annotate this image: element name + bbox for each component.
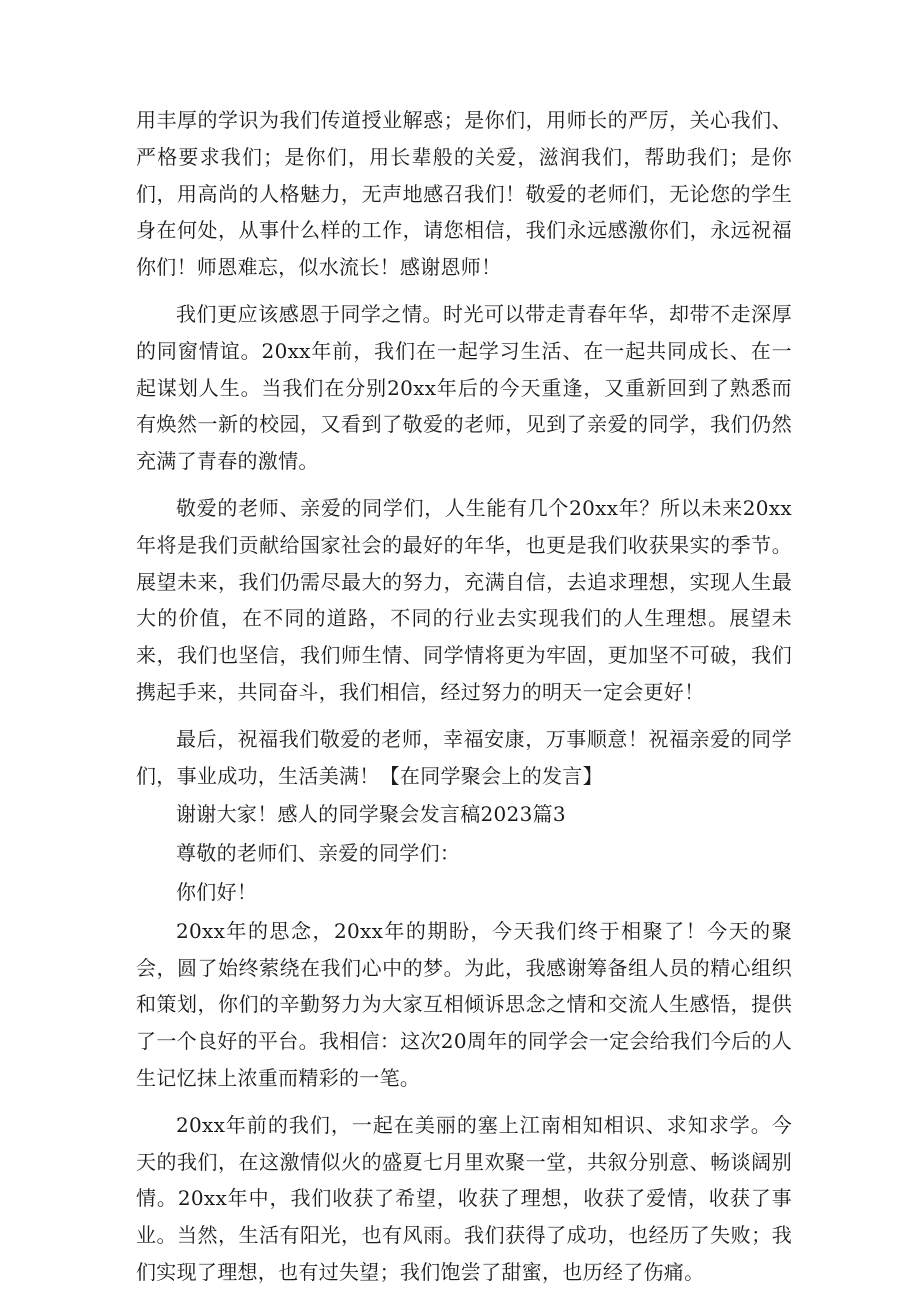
greeting: 你们好！ [176, 879, 258, 904]
paragraph-8: 20xx年的思念，20xx年的期盼，今天我们终于相聚了！今天的聚会，圆了始终萦绕在我们心中的梦。为此，我感谢筹备组人员的精心组织和策划，你们的辛勤努力为大家互相倾诉思念之情和交流人生感悟，提供了一个良好的平台。我相信：这次20周年的同学会一定会给我们今后的人生记忆抹上浓重而精彩的一笔。 [136, 918, 792, 1090]
paragraph-2: 我们更应该感恩于同学之情。时光可以带走青春年华，却带不走深厚的同窗情谊。20xx年前，我们在一起学习生活、在一起共同成长、在一起谋划人生。当我们在分别20xx年后的今天重逢，又重新回到了熟悉而有焕然一新的校园，又看到了敬爱的老师，见到了亲爱的同学，我们仍然充满了青春的激情。 [136, 301, 792, 474]
document-body [136, 102, 792, 1301]
paragraph-4: 最后，祝福我们敬爱的老师，幸福安康，万事顺意！祝福亲爱的同学们，事业成功，生活美满！【在同学聚会上的发言】 [136, 726, 792, 788]
paragraph-9: 20xx年前的我们，一起在美丽的塞上江南相知相识、求知求学。今天的我们，在这激情似火的盛夏七月里欢聚一堂，共叙分别意、畅谈阔别情。20xx年中，我们收获了希望，收获了理想，收获了爱情，收获了事业。当然，生活有阳光，也有风雨。我们获得了成功，也经历了失败；我们实现了理想，也有过失望；我们饱尝了甜蜜，也历经了伤痛。 [136, 1112, 792, 1284]
section-heading: 谢谢大家！感人的同学聚会发言稿2023篇3 [176, 802, 566, 827]
salutation: 尊敬的老师们、亲爱的同学们： [176, 841, 461, 866]
paragraph-1: 用丰厚的学识为我们传道授业解惑；是你们，用师长的严厉，关心我们、严格要求我们；是你们，用长辈般的关爱，滋润我们，帮助我们；是你们，用高尚的人格魅力，无声地感召我们！敬爱的老师们，无论您的学生身在何处，从事什么样的工作，请您相信，我们永远感激你们，永远祝福你们！师恩难忘，似水流长！感谢恩师！ [136, 108, 792, 280]
paragraph-3: 敬爱的老师、亲爱的同学们，人生能有几个20xx年？所以未来20xx年将是我们贡献给国家社会的最好的年华，也更是我们收获果实的季节。展望未来，我们仍需尽最大的努力，充满自信，去追求理想，实现人生最大的价值，在不同的道路，不同的行业去实现我们的人生理想。展望未来，我们也坚信，我们师生情、同学情将更为牢固，更加坚不可破，我们携起手来，共同奋斗，我们相信，经过努力的明天一定会更好！ [136, 495, 792, 704]
